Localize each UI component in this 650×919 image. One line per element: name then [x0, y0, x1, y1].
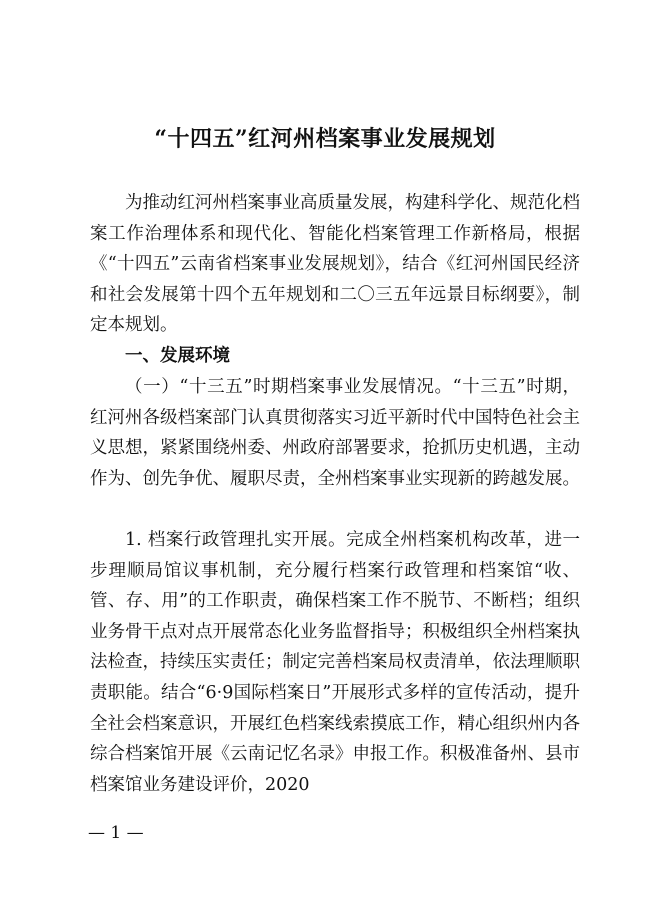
subsection-block — [90, 372, 580, 494]
intro-paragraph: 为推动红河州档案事业高质量发展，构建科学化、规范化档案工作治理体系和现代化、智能化档案管理工作新格局，根据《“十四五”云南省档案事业发展规划》，结合《红河州国民经济和社会发展第十四个五年规划和二〇三五年远景目标纲要》，制定本规划。 — [90, 193, 580, 336]
section-heading: 一、发展环境 — [125, 346, 230, 366]
subsection-paragraph: （一）“十三五”时期档案事业发展情况。“十三五”时期，红河州各级档案部门认真贯彻落实习近平新时代中国特色社会主义思想，紧紧围绕州委、州政府部署要求，抢抓历史机遇，主动作为、创先争优、履职尽责，全州档案事业实现新的跨越发展。 — [90, 377, 580, 489]
item-paragraph: 1. 档案行政管理扎实开展。完成全州档案机构改革，进一步理顺局馆议事机制，充分履行档案行政管理和档案馆“收、管、存、用”的工作职责，确保档案工作不脱节、不断档；组织业务骨干点对点开展常态化业务监督指导；积极组织全州档案执法检查，持续压实责任；制定完善档案局权责清单，依法理顺职责职能。结合“6·9国际档案日”开展形式多样的宣传活动，提升全社会档案意识，开展红色档案线索摸底工作，精心组织州内各综合档案馆开展《云南记忆名录》申报工作。积极准备州、县市档案馆业务建设评价，2020 — [90, 530, 580, 795]
document-title: “十四五”红河州档案事业发展规划 — [154, 126, 496, 152]
item-block — [90, 525, 580, 800]
intro-block — [90, 188, 580, 341]
page-number: — 1 — — [88, 823, 144, 843]
section-heading-block — [90, 341, 580, 372]
